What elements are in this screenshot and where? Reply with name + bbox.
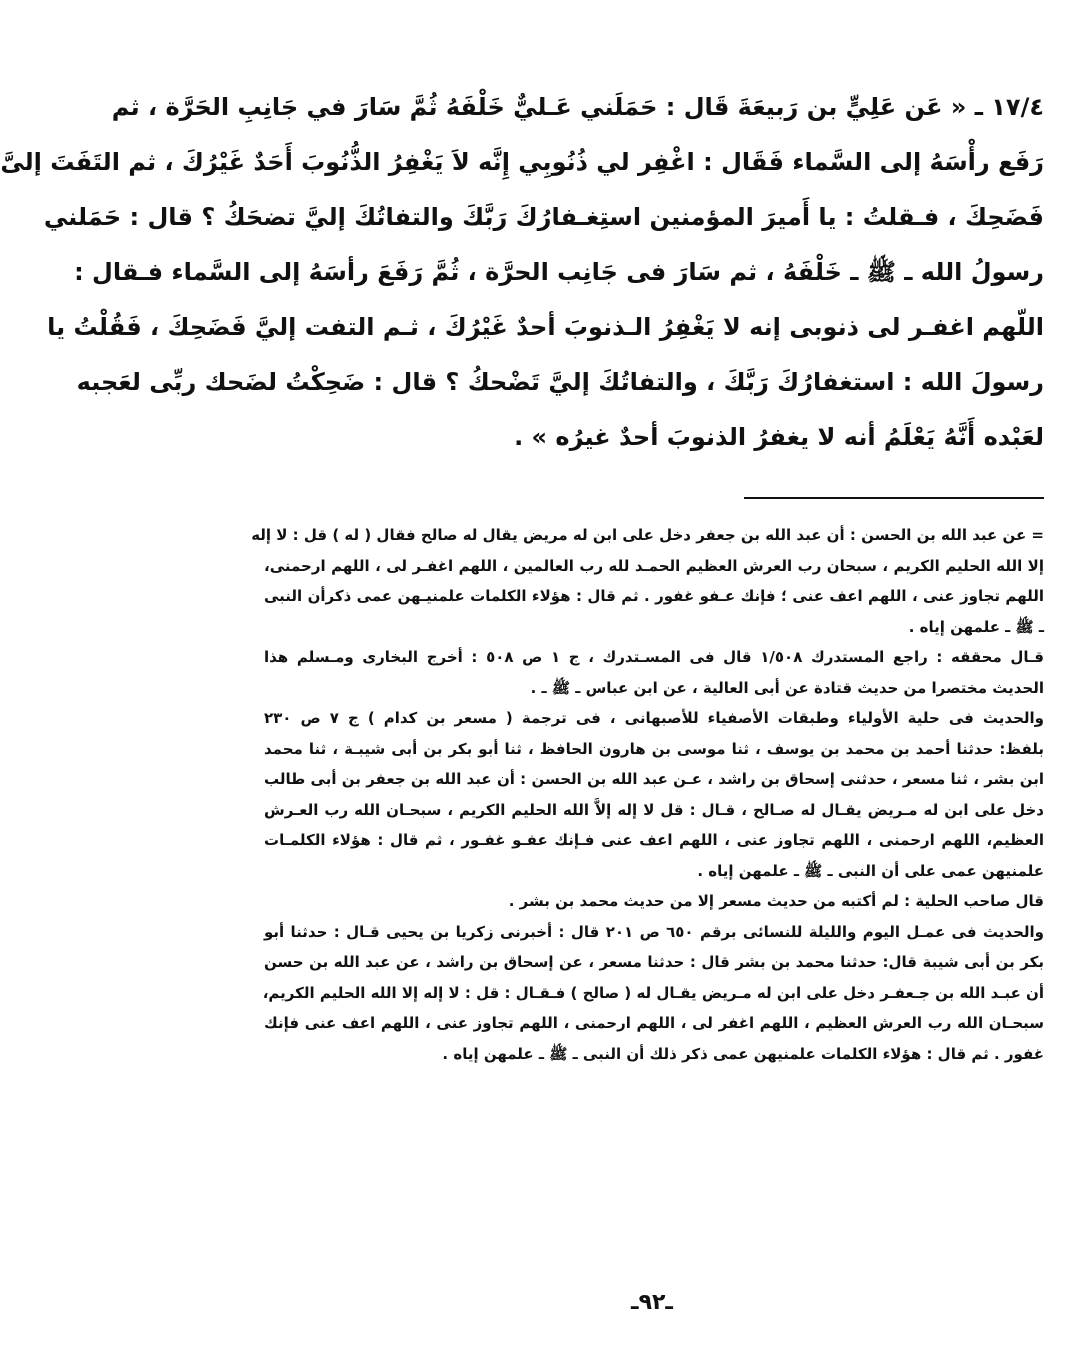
footnote-line: الحديث مختصرا من حديث قتادة عن أبى العالية ، عن ابن عباس ـ ﷺ ـ . [530,678,1044,697]
footnote-line: ـ ﷺ ـ علمهن إياه . [908,617,1044,636]
footnote-line: دخل على ابن له مـريض يقـال له صـالح ، قـال : قل لا إله إلاَّ الله الحليم الكريم ، سبحـان الله رب العـرش [264,800,1044,819]
main-text-line: رسولُ الله ـ ﷺ ـ خَلْفَهُ ، ثم سَارَ فى جَانِب الحرَّة ، ثُمَّ رَفَعَ رأسَهُ إلى السَّماء فـقال : [74,258,1044,286]
footnote-separator [744,497,1044,499]
main-text-line: لعَبْده أَنَّهُ يَعْلَمُ أنه لا يغفرُ الذنوبَ أحدٌ غيرُه » . [514,423,1044,451]
footnote-line: علمنيهن عمى على أن النبى ـ ﷺ ـ علمهن إياه . [697,861,1044,880]
footnote-line: والحديث فى حلية الأولياء وطبقات الأصفياء للأصبهانى ، فى ترجمة ( مسعر بن كدام ) ج ٧ ص ٢٣٠ [264,709,1044,727]
main-text-line: فَضَحِكَ ، فـقلتُ : يا أَميرَ المؤمنين استِغـفارُكَ رَبَّكَ والتفاتُكَ إليَّ تضحَكُ ؟ قال : حَمَلني [43,203,1044,231]
footnote-line: أن عبـد الله بن جـعفـر دخل على ابن له مـريض يقـال له ( صالح ) فـقـال : قل : لا إله إلا الله الحليم الكريم، [262,983,1044,1002]
main-text-line: ١٧/٤ ـ « عَن عَلِيٍّ بن رَبيعَةَ قَال : حَمَلَني عَـليٌّ خَلْفَهُ ثُمَّ سَارَ في جَانِبِ الحَرَّة ، ثم [111,93,1044,121]
footnote-line: ابن بشر ، ثنا مسعر ، حدثنى إسحاق بن راشد ، عـن عبد الله بن الحسن : أن عبد الله بن جعفر بن أبى طالب [264,770,1044,788]
footnote-line: سبحـان الله رب العرش العظيم ، اللهم اغفر لى ، اللهم ارحمنى ، اللهم تجاوز عنى ، اللهم اعف عنى فإنك [264,1014,1044,1032]
footnote-line: بكر بن أبى شيبة قال: حدثنا محمد بن بشر قال : حدثنا مسعر ، عن إسحاق بن راشد ، عن عبد الله بن حسن [264,953,1044,971]
footnote-line: بلفظ: حدثنا أحمد بن محمد بن يوسف ، ثنا موسى بن هارون الحافظ ، ثنا أبو بكر بن أبى شيبـة ، ثنا محمد [264,739,1044,758]
footnote-line: العظيم، اللهم ارحمنى ، اللهم تجاوز عنى ، اللهم اعف عنى فـإنك عفـو غفـور ، ثم قال : هؤلاء الكلمـات [264,831,1044,849]
footnote-line: اللهم تجاوز عنى ، اللهم اعف عنى ؛ فإنك عـفو غفور . ثم قال : هؤلاء الكلمات علمنيـهن عمى ذكرأن النبى [264,587,1044,605]
footnote-line: قال صاحب الحلية : لم أكتبه من حديث مسعر إلا من حديث محمد بن بشر . [508,892,1044,910]
footnote-line: والحديث فى عمـل اليوم والليلة للنسائى برقم ٦٥٠ ص ٢٠١ قال : أخبرنى زكريا بن يحيى قـال : حدثنا أبو [264,922,1044,941]
footnote-line: إلا الله الحليم الكريم ، سبحان رب العرش العظيم الحمـد لله رب العالمين ، اللهم اغفـر لى ، اللهم ارحمنى، [264,556,1044,575]
main-text-line: رَفَع رأْسَهُ إلى السَّماء فَقَال : اغْفِر لي ذُنُوبِي إِنَّه لاَ يَغْفِرُ الذُّنُوبَ أَحَدٌ غَيْرُكَ ، ثم التَفَتَ إلىَّ [0,148,1044,176]
footnote-line: قـال محققه : راجع المستدرك ١/٥٠٨ قال فى المسـتدرك ، ج ١ ص ٥٠٨ : أخرج البخارى ومـسلم هذا [264,648,1044,666]
footnotes [251,520,1044,1069]
main-text-line: رسولَ الله : استغفارُكَ رَبَّكَ ، والتفاتُكَ إليَّ تَضْحكُ ؟ قال : ضَحِكْتُ لضَحك ربِّى لعَجبه [76,368,1044,396]
hadith-main-text [0,80,1044,465]
footnote-line: غفور . ثم قال : هؤلاء الكلمات علمنيهن عمى ذكر ذلك أن النبى ـ ﷺ ـ علمهن إياه . [442,1044,1044,1063]
footnote-line: = عن عبد الله بن الحسن : أن عبد الله بن جعفر دخل على ابن له مريض يقال له صالح فقال ( له ) قل : لا إله [251,526,1044,544]
page-number: ـ٩٢ـ [631,1290,673,1315]
main-text-line: اللّهم اغفـر لى ذنوبى إنه لا يَغْفِرُ الـذنوبَ أحدٌ غَيْرُكَ ، ثـم التفت إليَّ فَضَحِكَ ، فَقُلْتُ يا [47,313,1044,341]
